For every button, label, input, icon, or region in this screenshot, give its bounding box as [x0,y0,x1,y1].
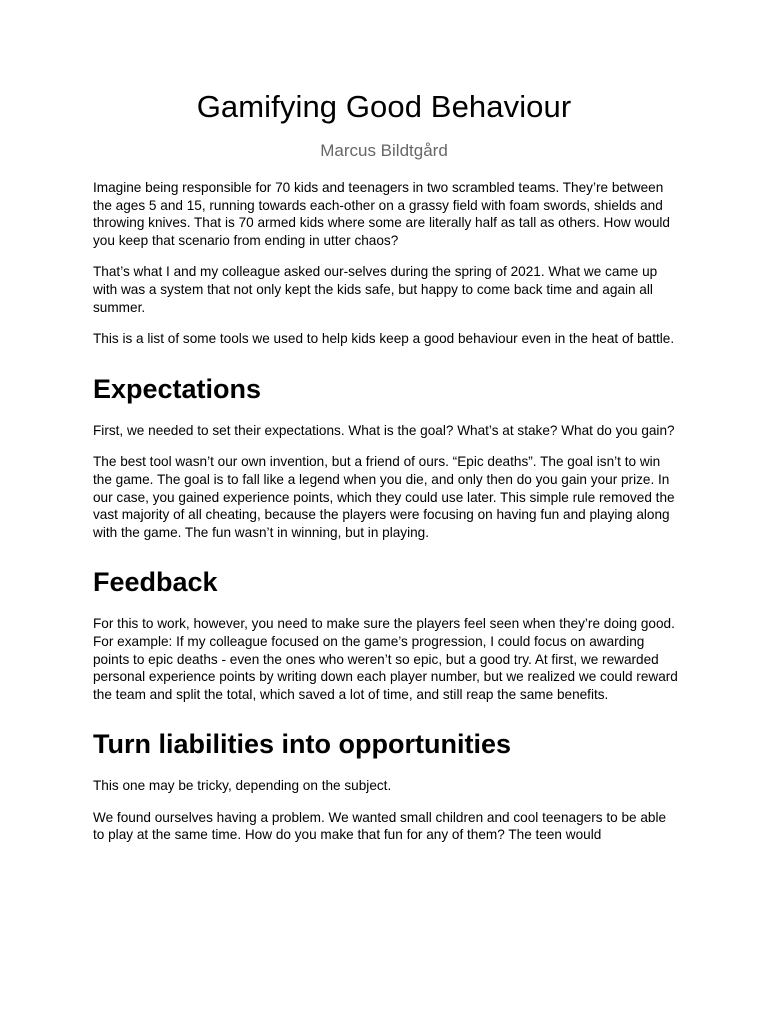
intro-paragraph-3: This is a list of some tools we used to help kids keep a good behaviour even in the heat of battle. [93,331,675,347]
expectations-paragraph-2: The best tool wasn’t our own invention, but a friend of ours. “Epic deaths”. The goal isn’t to win the game. The goal is to fall like a legend when you die, and only then do you gain your prize. In our case, you gained experience points, which they could use later. This simple rule removed the vast majority of all cheating, because the players were focusing on having fun and playing along with the game. The fun wasn’t in winning, but in playing. [93,454,675,540]
intro-paragraph-1: Imagine being responsible for 70 kids and teenagers in two scrambled teams. They’re between the ages 5 and 15, running towards each-other on a grassy field with foam swords, shields and throwing knives. That is 70 armed kids where some are literally half as tall as others. How would you keep that scenario from ending in utter chaos? [93,180,670,248]
document-title: Gamifying Good Behaviour [196,89,572,124]
liabilities-paragraph-2: We found ourselves having a problem. We wanted small children and cool teenagers to be able to play at the same time. How do you make that fun for any of them? The teen would [93,809,667,843]
section-heading-liabilities: Turn liabilities into opportunities [93,729,511,760]
section-heading-feedback: Feedback [93,567,218,598]
feedback-paragraph-1: For this to work, however, you need to make sure the players feel seen when they’re doing good. For example: If my colleague focused on the game’s progression, I could focus on awarding points to epic deaths - even the ones who weren’t so epic, but a good try. At first, we rewarded personal experience points by writing down each player number, but we realized we could reward the team and split the total, which saved a lot of time, and still reap the same benefits. [93,616,678,702]
liabilities-paragraph-1: This one may be tricky, depending on the subject. [93,778,392,794]
document-author: Marcus Bildtgård [320,141,448,160]
intro-paragraph-2: That’s what I and my colleague asked our-selves during the spring of 2021. What we came up with was a system that not only kept the kids safe, but happy to come back time and again all summer. [93,264,658,315]
expectations-paragraph-1: First, we needed to set their expectations. What is the goal? What’s at stake? What do you gain? [93,422,675,438]
section-heading-expectations: Expectations [93,373,262,404]
